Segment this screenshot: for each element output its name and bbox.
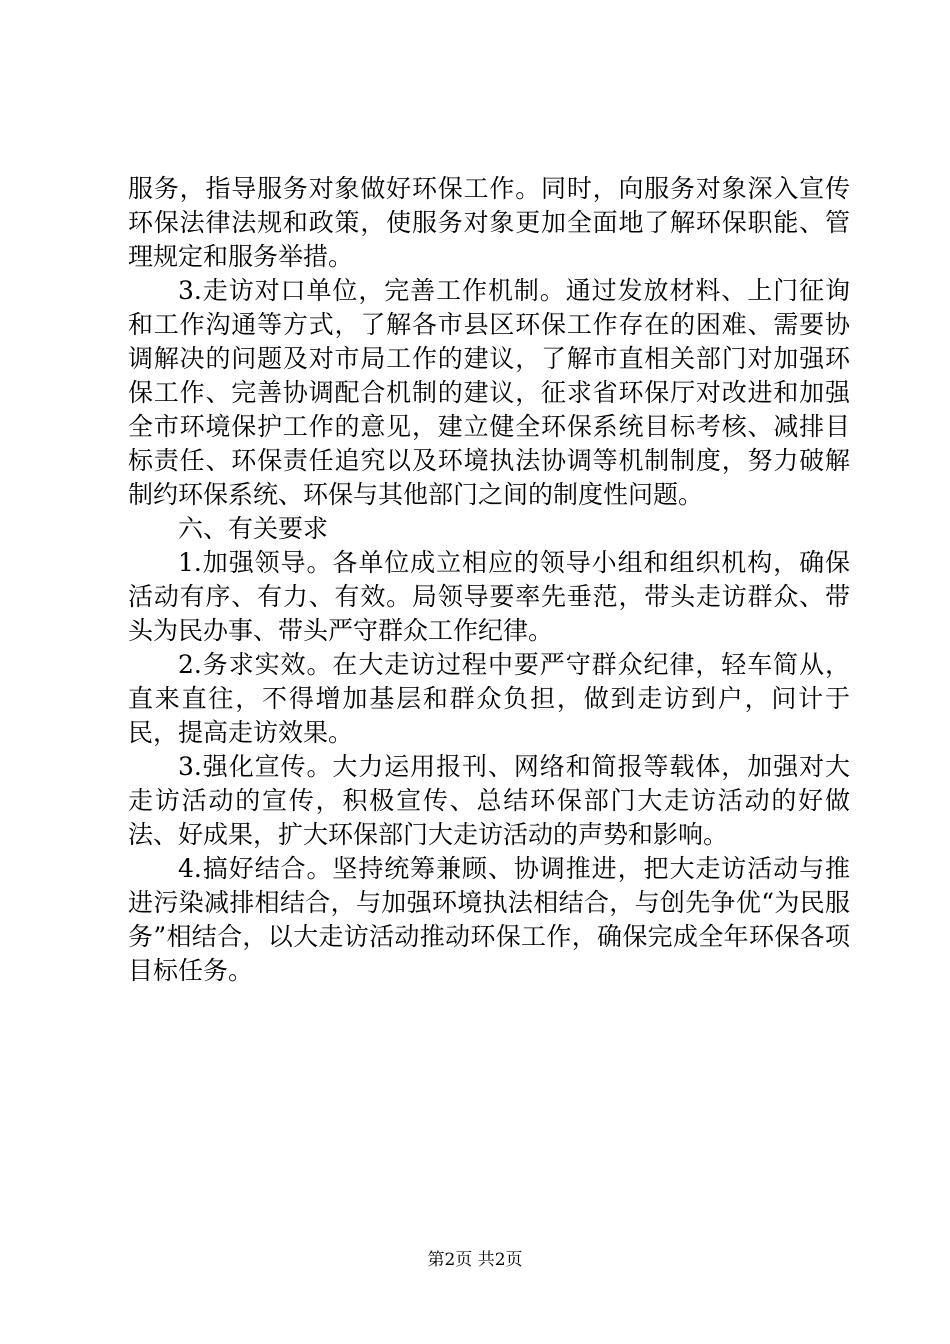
page-number-footer: 第2页 共2页 [427, 1250, 523, 1270]
section-heading-requirements: 六、有关要求 [178, 514, 329, 543]
paragraph-item-3-publicity: 3.强化宣传。大力运用报刊、网络和简报等载体，加强对大走访活动的宣传，积极宣传、总结环保部门大走访活动的好做法、好成果，扩大环保部门大走访活动的声势和影响。 [128, 752, 850, 849]
paragraph-item-2-effectiveness: 2.务求实效。在大走访过程中要严守群众纪律，轻车简从，直来直往，不得增加基层和群众负担，做到走访到户，问计于民，提高走访效果。 [128, 650, 850, 747]
document-body [128, 172, 850, 988]
paragraph-continuation: 服务，指导服务对象做好环保工作。同时，向服务对象深入宣传环保法律法规和政策，使服务对象更加全面地了解环保职能、管理规定和服务举措。 [128, 174, 850, 271]
paragraph-item-1-leadership: 1.加强领导。各单位成立相应的领导小组和组织机构，确保活动有序、有力、有效。局领导要率先垂范，带头走访群众、带头为民办事、带头严守群众工作纪律。 [128, 548, 850, 645]
paragraph-item-4-integration: 4.搞好结合。坚持统筹兼顾、协调推进，把大走访活动与推进污染减排相结合，与加强环境执法相结合，与创先争优“为民服务”相结合，以大走访活动推动环保工作，确保完成全年环保各项目标任务。 [128, 854, 850, 985]
paragraph-item-3-visit: 3.走访对口单位，完善工作机制。通过发放材料、上门征询和工作沟通等方式，了解各市县区环保工作存在的困难、需要协调解决的问题及对市局工作的建议，了解市直相关部门对加强环保工作、完善协调配合机制的建议，征求省环保厅对改进和加强全市环境保护工作的意见，建立健全环保系统目标考核、减排目标责任、环保责任追究以及环境执法协调等机制制度，努力破解制约环保系统、环保与其他部门之间的制度性问题。 [128, 276, 850, 509]
